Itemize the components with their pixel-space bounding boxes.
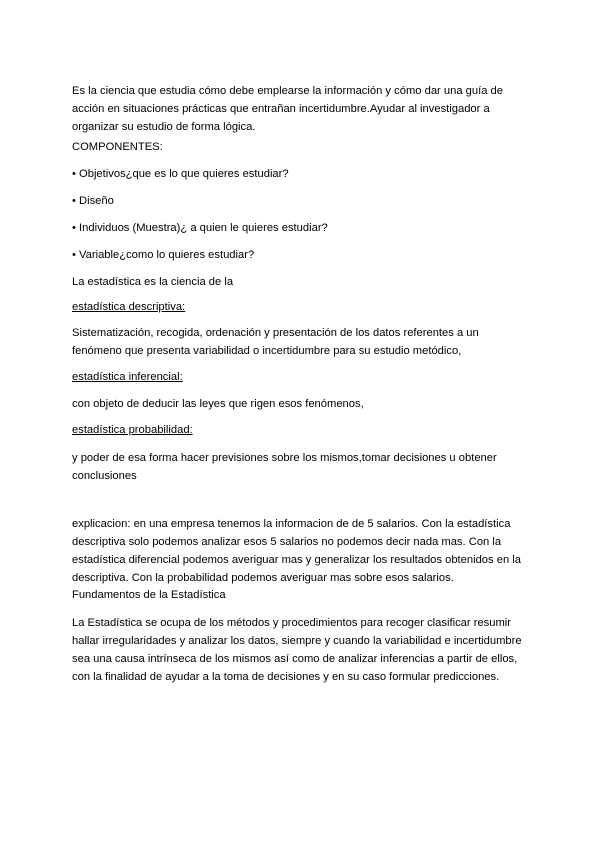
explanation-line: estadística diferencial podemos averiguar mas y generalizar los resultados obtenidos en la <box>72 554 521 566</box>
explanation-line: explicacion: en una empresa tenemos la informacion de de 5 salarios. Con la estadística <box>72 518 511 530</box>
fundamentals-line: sea una causa intrínseca de los mismos así como de analizar inferencias a partir de ellos, <box>72 653 518 665</box>
intro-paragraph <box>72 82 532 136</box>
component-item-individuos: • Individuos (Muestra)¿ a quien le quieres estudiar? <box>72 222 328 234</box>
statistics-intro: La estadística es la ciencia de la <box>72 276 234 288</box>
fundamentals-paragraph <box>72 614 532 686</box>
fundamentals-heading: Fundamentos de la Estadística <box>72 589 226 601</box>
descriptive-heading: estadística descriptiva: <box>72 301 186 313</box>
intro-line: Es la ciencia que estudia cómo debe emplearse la información y cómo dar una guía de <box>72 85 503 97</box>
explanation-line: descriptiva. Con la probabilidad podemos averiguar mas sobre esos salarios. <box>72 572 454 584</box>
explanation-paragraph <box>72 515 532 587</box>
component-item-diseno: • Diseño <box>72 195 114 207</box>
probability-heading: estadística probabilidad: <box>72 424 193 436</box>
component-item-variable: • Variable¿como lo quieres estudiar? <box>72 249 255 261</box>
fundamentals-line: con la finalidad de ayudar a la toma de decisiones y en su caso formular predicciones. <box>72 671 500 683</box>
probability-paragraph <box>72 449 532 485</box>
descriptive-line: Sistematización, recogida, ordenación y presentación de los datos referentes a un <box>72 327 479 339</box>
intro-line: acción en situaciones prácticas que entrañan incertidumbre.Ayudar al investigador a <box>72 103 490 115</box>
probability-line: y poder de esa forma hacer previsiones sobre los mismos,tomar decisiones u obtener <box>72 452 497 464</box>
inferential-paragraph <box>72 395 532 413</box>
probability-line: conclusiones <box>72 470 137 482</box>
descriptive-line: fenómeno que presenta variabilidad o incertidumbre para su estudio metódico, <box>72 345 462 357</box>
descriptive-paragraph <box>72 324 532 360</box>
fundamentals-line: La Estadística se ocupa de los métodos y procedimientos para recoger clasificar resumir <box>72 617 512 629</box>
inferential-heading: estadística inferencial: <box>72 371 183 383</box>
components-heading: COMPONENTES: <box>72 141 163 153</box>
explanation-line: descriptiva solo podemos analizar esos 5 salarios no podemos decir nada mas. Con la <box>72 536 502 548</box>
component-item-objetivos: • Objetivos¿que es lo que quieres estudiar? <box>72 168 289 180</box>
intro-line: organizar su estudio de forma lógica. <box>72 121 256 133</box>
inferential-line: con objeto de deducir las leyes que rigen esos fenómenos, <box>72 398 364 410</box>
fundamentals-line: hallar irregularidades y analizar los datos, siempre y cuando la variabilidad e incertidumbre <box>72 635 522 647</box>
